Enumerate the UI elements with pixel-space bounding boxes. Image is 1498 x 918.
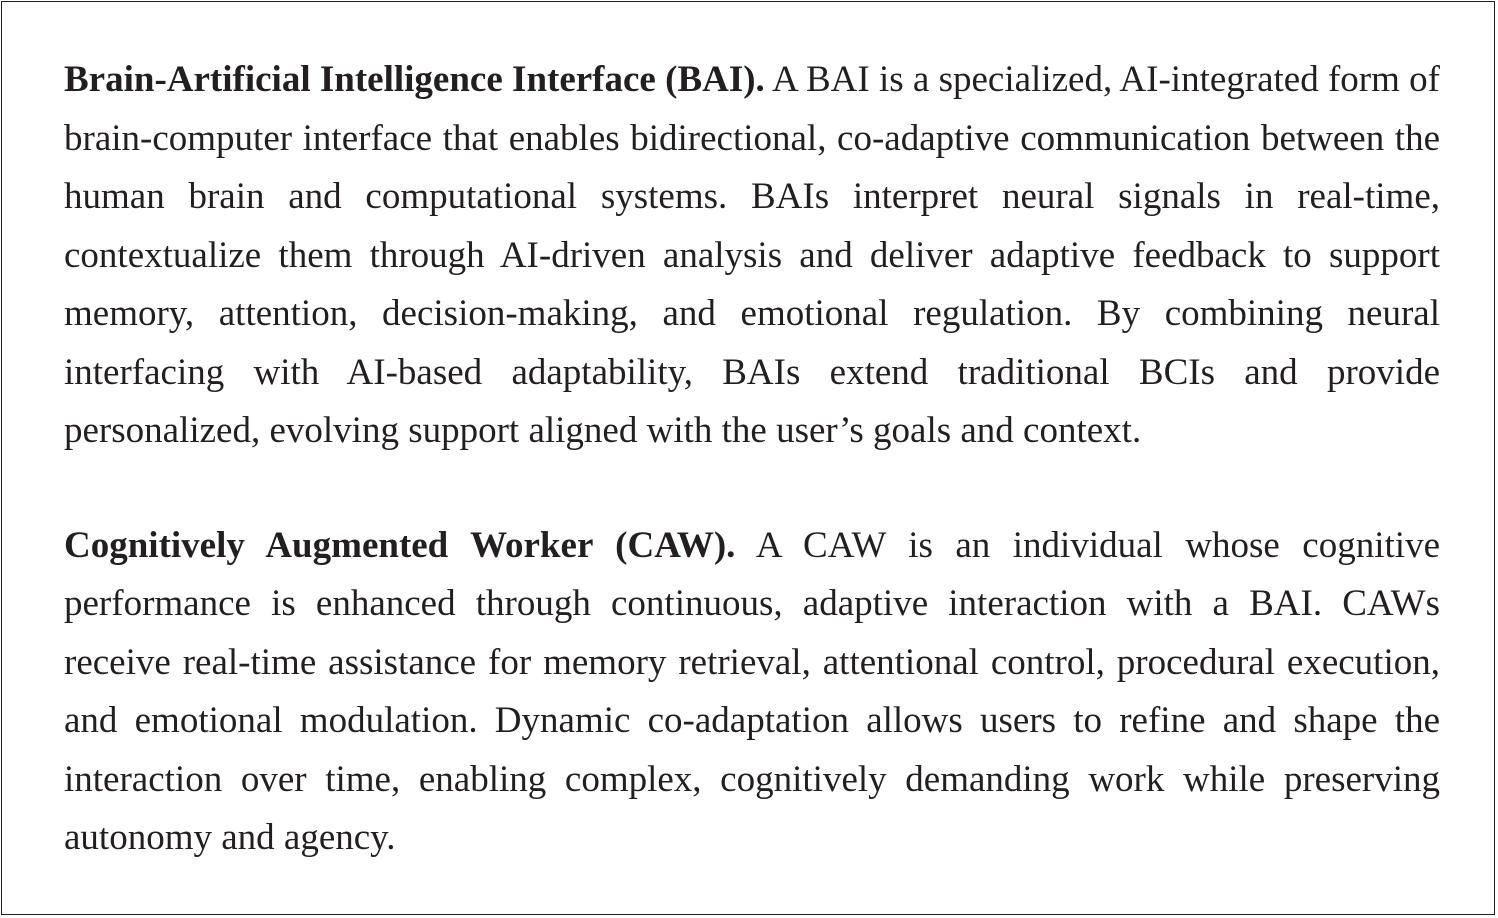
term-bai: Brain-Artificial Intelligence Interface (BAI). <box>64 59 765 100</box>
definition-bai <box>64 51 1440 461</box>
definitions-box <box>1 1 1495 915</box>
definition-caw <box>64 517 1440 868</box>
term-caw: Cognitively Augmented Worker (CAW). <box>64 524 736 566</box>
definition-bai-text: A BAI is a specialized, AI-integrated form of brain-computer interface that enables bidirectional, co-adaptive communication between the human brain and computational systems. BAIs interpret neural signals in real-time, contextualize them through AI-driven analysis and deliver adaptive feedback to support memory, attention, decision-making, and emotional regulation. By combining neural interfacing with AI-based adaptability, BAIs extend traditional BCIs and provide personalized, evolving support aligned with the user’s goals and context. <box>64 59 1440 451</box>
definitions-content <box>64 51 1440 868</box>
definition-caw-text: A CAW is an individual whose cognitive performance is enhanced through continuous, adaptive interaction with a BAI. CAWs receive real-time assistance for memory retrieval, attentional control, procedural execution, and emotional modulation. Dynamic co-adaptation allows users to refine and shape the interaction over time, enabling complex, cognitively demanding work while preserving autonomy and agency. <box>64 524 1440 858</box>
